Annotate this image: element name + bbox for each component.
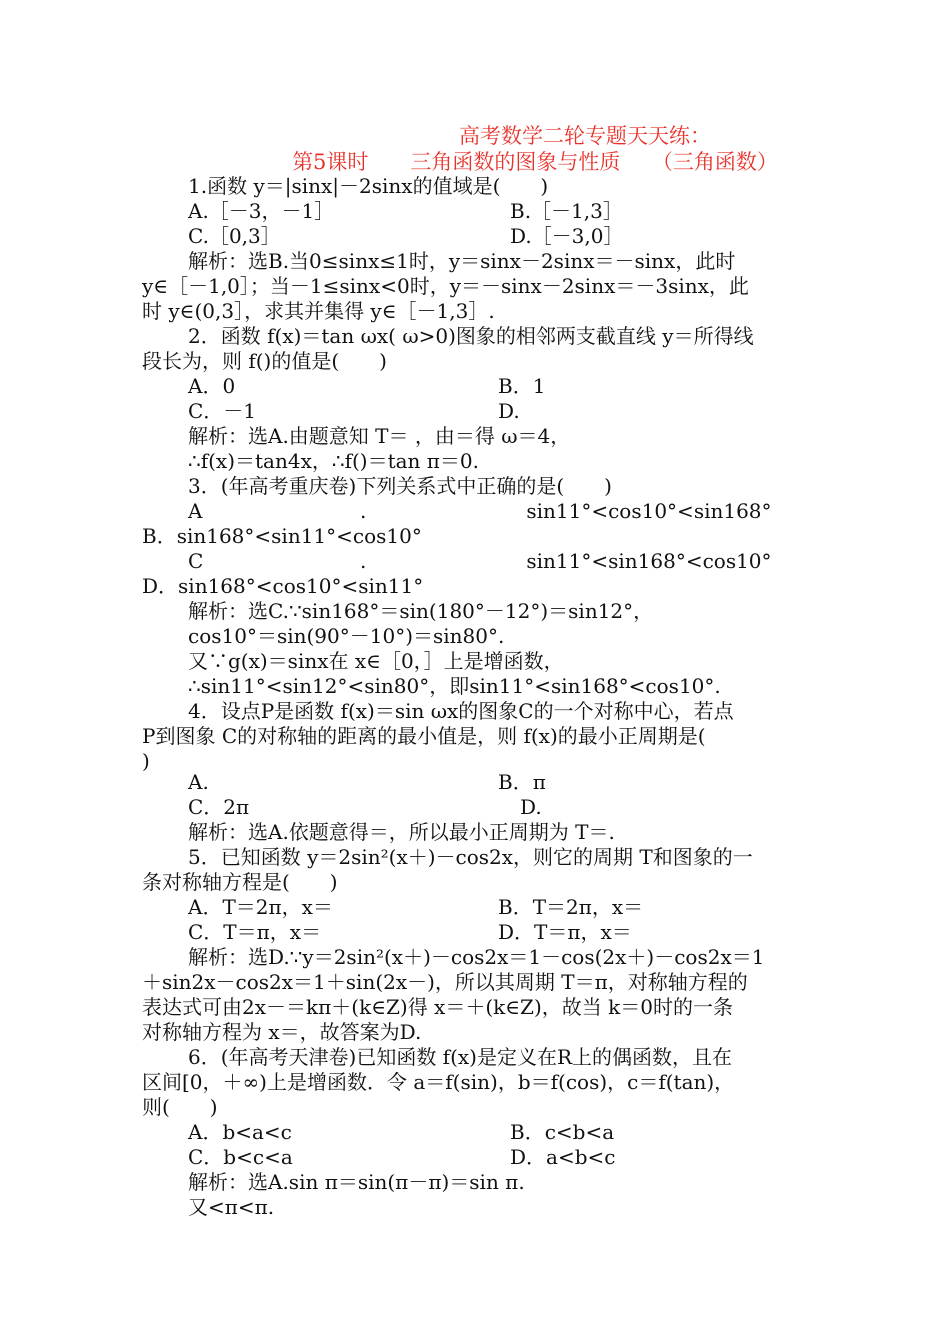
line-text: C．－1 xyxy=(188,399,257,423)
option-column-2: D．T＝π，x＝ xyxy=(498,920,632,944)
line-text: 区间[0，＋∞)上是增函数．令 a＝f(sin)，b＝f(cos)，c＝f(tan)， xyxy=(142,1070,735,1094)
option-column-2: D．a<b<c xyxy=(510,1145,616,1169)
line-text: C xyxy=(188,549,204,573)
text-line xyxy=(188,249,735,274)
text-line xyxy=(142,995,733,1020)
text-line xyxy=(188,820,615,845)
line-text: 解析：选B.当0≤sinx≤1时，y＝sinx－2sinx＝－sinx，此时 xyxy=(188,249,736,273)
text-line xyxy=(188,1045,732,1070)
text-line xyxy=(188,474,612,499)
line-text: 解析：选C.∵sin168°＝sin(180°－12°)＝sin12°， xyxy=(188,599,654,623)
line-text: ＋sin2x－cos2x＝1＋sin(2x－)，所以其周期 T＝π，对称轴方程的 xyxy=(142,970,748,994)
line-text: 则( ) xyxy=(142,1095,218,1119)
line-text: 3．(年高考重庆卷)下列关系式中正确的是( ) xyxy=(188,474,612,498)
line-text: C．b<c<a xyxy=(188,1145,293,1169)
text-line xyxy=(142,1070,734,1095)
text-line xyxy=(188,424,570,449)
option-column-2: B．π xyxy=(498,770,546,794)
text-line xyxy=(188,1170,525,1195)
text-line xyxy=(188,1120,292,1145)
line-text: 对称轴方程为 x＝，故答案为D. xyxy=(142,1020,422,1044)
text-line xyxy=(142,524,422,549)
option-column-2: B．1 xyxy=(498,374,546,398)
text-line xyxy=(188,324,754,349)
line-text: 表达式可由2x－＝kπ＋(k∈Z)得 x＝＋(k∈Z)，故当 k＝0时的一条 xyxy=(142,995,733,1019)
text-line xyxy=(142,299,495,324)
line-text: 1.函数 y＝|sinx|－2sinx的值域是( ) xyxy=(188,174,549,198)
line-text: A．T＝2π，x＝ xyxy=(188,895,333,919)
line-text: P到图象 C的对称轴的距离的最小值是，则 f(x)的最小正周期是( xyxy=(142,724,706,748)
text-line xyxy=(142,1095,218,1120)
line-text: ∴f(x)＝tan4x，∴f()＝tan π＝0. xyxy=(188,449,480,473)
line-text: y∈［－1,0］；当－1≤sinx<0时，y＝－sinx－2sinx＝－3sinx，此 xyxy=(142,274,749,298)
text-line xyxy=(142,349,387,374)
text-line xyxy=(142,1020,421,1045)
text-line xyxy=(188,945,764,970)
line-text: 解析：选A.sin π＝sin(π－π)＝sin π. xyxy=(188,1170,525,1194)
text-line xyxy=(188,549,203,574)
text-line xyxy=(142,574,423,599)
line-text: 时 y∈(0,3］，求其并集得 y∈［－1,3］. xyxy=(142,299,495,323)
option-column-2: . sin11°<sin168°<cos10° xyxy=(360,549,772,573)
text-line xyxy=(188,920,321,945)
text-line xyxy=(142,870,338,895)
text-line xyxy=(188,199,334,224)
line-text: 条对称轴方程是( ) xyxy=(142,870,338,894)
option-column-2: . sin11°<cos10°<sin168° xyxy=(360,499,772,523)
line-text: A．0 xyxy=(188,374,236,398)
line-text: 6．(年高考天津卷)已知函数 f(x)是定义在R上的偶函数，且在 xyxy=(188,1045,733,1069)
document-subtitle: 第5课时 三角函数的图象与性质 （三角函数） xyxy=(292,150,778,174)
line-text: C.［0,3］ xyxy=(188,224,281,248)
line-text: 又<π<π. xyxy=(188,1195,275,1219)
text-line xyxy=(188,895,333,920)
option-column-2: D.［－3,0］ xyxy=(510,224,624,248)
option-column-2: D. xyxy=(520,795,542,819)
text-line xyxy=(188,699,734,724)
line-text: 解析：选A.由题意知 T＝ ，由＝得 ω＝4， xyxy=(188,424,571,448)
line-text: ) xyxy=(142,749,150,773)
text-line xyxy=(188,674,721,699)
line-text: C．T＝π，x＝ xyxy=(188,920,322,944)
line-text: 4．设点P是函数 f(x)＝sin ωx的图象C的一个对称中心，若点 xyxy=(188,699,734,723)
text-line xyxy=(188,770,209,795)
text-line xyxy=(188,845,753,870)
line-text: A xyxy=(188,499,203,523)
text-line xyxy=(188,599,653,624)
text-line xyxy=(188,624,504,649)
line-text: A．b<a<c xyxy=(188,1120,292,1144)
text-line xyxy=(188,1195,274,1220)
option-column-2: D. xyxy=(498,399,520,423)
option-column-2: B．c<b<a xyxy=(510,1120,615,1144)
text-line xyxy=(142,724,706,749)
text-line xyxy=(188,499,202,524)
line-text: C．2π xyxy=(188,795,250,819)
line-text: 解析：选D.∵y＝2sin²(x＋)－cos2x＝1－cos(2x＋)－cos2x＝1 xyxy=(188,945,765,969)
line-text: 又∵g(x)＝sinx在 x∈［0，］上是增函数， xyxy=(188,649,564,673)
line-text: D．sin168°<cos10°<sin11° xyxy=(142,574,424,598)
line-text: cos10°＝sin(90°－10°)＝sin80°. xyxy=(188,624,505,648)
line-text: B．sin168°<sin11°<cos10° xyxy=(142,524,422,548)
text-line xyxy=(188,399,256,424)
line-text: 2．函数 f(x)＝tan ωx( ω>0)图象的相邻两支截直线 y＝所得线 xyxy=(188,324,754,348)
line-text: A.［－3，－1］ xyxy=(188,199,335,223)
text-line xyxy=(142,970,748,995)
text-line xyxy=(188,1145,293,1170)
line-text: ∴sin11°<sin12°<sin80°，即sin11°<sin168°<cos10°. xyxy=(188,674,721,698)
line-text: 解析：选A.依题意得＝，所以最小正周期为 T＝. xyxy=(188,820,615,844)
text-line xyxy=(188,795,249,820)
option-column-2: B．T＝2π，x＝ xyxy=(498,895,644,919)
text-line xyxy=(188,174,548,199)
text-line xyxy=(142,749,150,774)
text-line xyxy=(188,224,281,249)
document-title: 高考数学二轮专题天天练： xyxy=(459,124,711,148)
line-text: 5．已知函数 y＝2sin²(x＋)－cos2x，则它的周期 T和图象的一 xyxy=(188,845,753,869)
line-text: A. xyxy=(188,770,209,794)
text-line xyxy=(142,274,749,299)
text-line xyxy=(188,374,235,399)
option-column-2: B.［－1,3］ xyxy=(510,199,623,223)
text-line xyxy=(188,449,479,474)
line-text: 段长为，则 f()的值是( ) xyxy=(142,349,387,373)
text-line xyxy=(188,649,564,674)
